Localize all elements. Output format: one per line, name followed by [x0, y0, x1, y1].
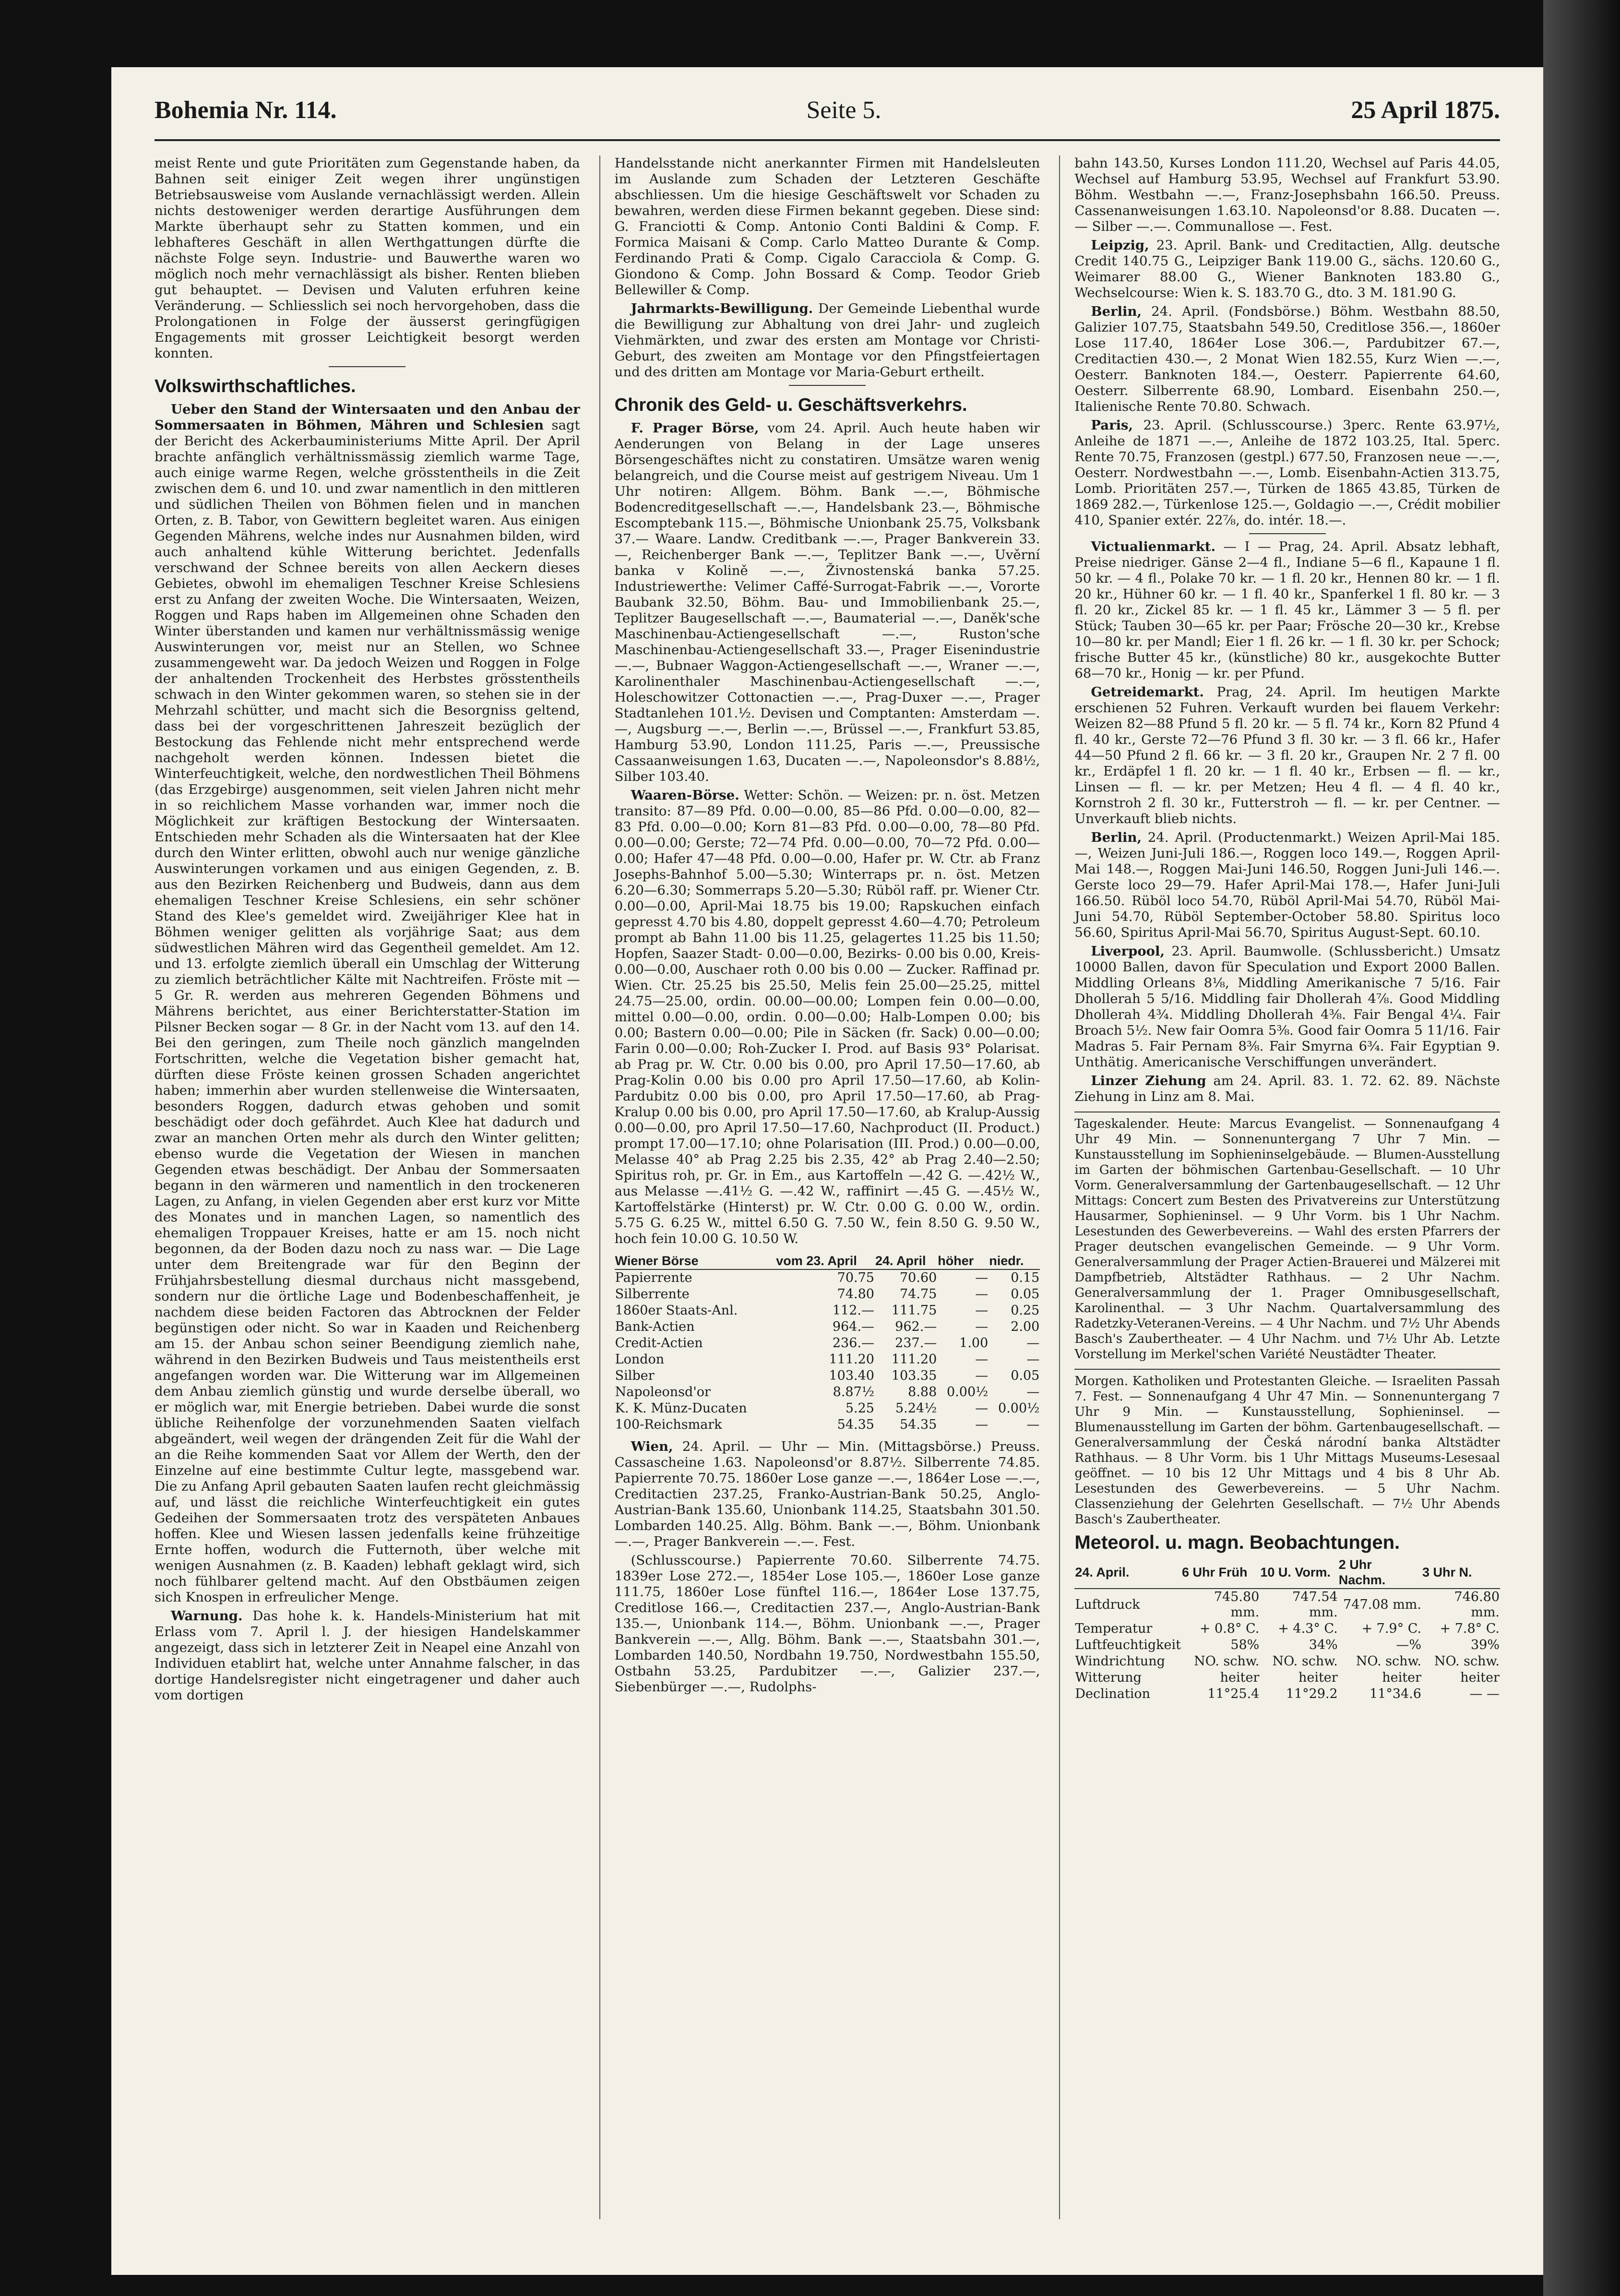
table-header: 3 Uhr N. — [1422, 1556, 1500, 1589]
table-header: niedr. — [989, 1253, 1040, 1269]
article-body-jahrmarkt: Der Gemeinde Liebenthal wurde die Bewilligung zur Abhaltung von drei Jahr- und zugleich Viehmärkten, und zwar des ersten am Montage vor Christi-Geburt, des zweiten am Montage vor den Pfingstfeiertagen und des dritten am Montage vor Maria-Geburt ertheilt. — [614, 301, 1040, 380]
page-header — [155, 96, 1500, 141]
table-cell: — — [975, 1287, 989, 1302]
table-cell: 111.75 — [891, 1303, 937, 1318]
table-cell: 103.40 — [829, 1368, 874, 1383]
article-body-prager-boerse: vom 24. April. Auch heute haben wir Aenderungen von Belang in der Lage unseres Börsengeschäftes nicht zu constatiren. Umsätze waren wenig belangreich, und die Course meist auf gestrigem Niveau. Um 1 Uhr notiren: Allgem. Böhm. Bank —.—, Böhmische Bodencreditgesellschaft —.—, Handelsbank 23.—, Böhmische Escomptebank 115.—, Böhmische Unionbank 25.75, Volksbank 37.— Waare. Landw. Creditbank —.—, Prager Bankverein 33.—, Reichenberger Bank —.—, Teplitzer Bank —.—, Uvěrní banka v Kolině —.—, Živnostenská banka 57.25. Industriewerthe: Velimer Caffé-Surrogat-Fabrik —.—, Vororte Baubank 32.50, Böhm. Bau- und Immobilienbank 25.—, Teplitzer Baugesellschaft —.—, Baumaterial —.—, Daněk'sche Maschinenbau-Actiengesellschaft —.—, Ruston'sche Maschinenbau-Actiengesellschaft 33.—, Prager Eisenindustrie —.—, Bubnaer Waggon-Actiengesellschaft —.—, Wraner —.—, Karolinenthaler Maschinenbau-Actiengesellschaft —.—, Holeschowitzer Cottonactien —.—, Prag-Duxer —.—, Prager Stadtanlehen 101.½. Devisen und Comptanten: Amsterdam —.—, Augsburg —.—, Berlin —.—, Brüssel —.—, Frankfurt 53.85, Hamburg 53.90, London 111.25, Paris —.—, Preussische Cassaanweisungen 1.63, Ducaten —.—, Napoleonsdor's 8.88½, Silber 103.40. — [614, 420, 1040, 784]
newspaper-page — [111, 67, 1543, 2275]
table-cell: 0.05 — [1011, 1287, 1040, 1302]
article-body-wien: 24. April. — Uhr — Min. (Mittagsbörse.) Preuss. Cassascheine 1.63. Napoleonsd'or 8.87½. Silberrente 74.85. Papierrente 70.75. 1860er Lose ganze —.—, 1864er Lose —.—, Creditactien 237.25, Franko-Austrian-Bank 50.25, Anglo-Austrian-Bank 135.60, Unionbank 114.25, Staatsbahn 301.50. Lombarden 140.25. Allg. Böhm. Bank —.—, Böhm. Unionbank —.—, Prager Bankverein —.—. Fest. — [614, 1439, 1040, 1549]
page-number: Seite 5. — [806, 96, 881, 124]
table-cell: — — [975, 1417, 989, 1432]
table-row — [615, 1303, 1040, 1319]
table-cell: 5.25 — [845, 1401, 874, 1416]
article-lead-linzer-ziehung: Linzer Ziehung — [1091, 1073, 1206, 1088]
measurement-name: Witterung — [1075, 1670, 1142, 1685]
table-header: Wiener Börse — [615, 1253, 776, 1269]
table-header: 24. April — [875, 1253, 937, 1269]
columns — [155, 155, 1500, 2219]
article-lead-berlin: Berlin, — [1091, 304, 1142, 319]
table-cell: — — [975, 1270, 989, 1285]
column-3 — [1059, 155, 1500, 2219]
table-cell: heiter — [1382, 1670, 1421, 1685]
table-row — [1074, 1621, 1500, 1637]
meteo-table — [1074, 1556, 1500, 1702]
meteo-title: Meteorol. u. magn. Beobachtungen. — [1074, 1532, 1400, 1553]
table-cell: 103.35 — [891, 1368, 937, 1383]
table-cell: + 7.8° C. — [1440, 1621, 1500, 1636]
security-name: K. K. Münz-Ducaten — [615, 1401, 747, 1416]
measurement-name: Declination — [1075, 1686, 1150, 1701]
article-body-linzer-ziehung: am 24. April. 83. 1. 72. 62. 89. Nächste Ziehung in Linz am 8. Mai. — [1074, 1073, 1501, 1104]
table-cell: 39% — [1471, 1638, 1500, 1652]
article-body-waaren-boerse: Wetter: Schön. — Weizen: pr. n. öst. Metzen transito: 87—89 Pfd. 0.00—0.00, 85—86 Pfd. 0.00—0.00, 82—83 Pfd. 0.00—0.00; Korn 81—83 Pfd. 0.00—0.00, 78—80 Pfd. 0.00—0.00; Gerste; 72—74 Pfd. 0.00—0.00, 70—72 Pfd. 0.00—0.00; Hafer 47—48 Pfd. 0.00—0.00, Hafer pr. W. Ctr. ab Franz Josephs-Bahnhof 5.00—5.30; Winterraps pr. n. öst. Metzen 6.20—6.30; Sommerraps 5.20—5.30; Rüböl raff. pr. Wiener Ctr. 0.00—0.00, April-Mai 18.75 bis 19.00; Rapskuchen einfach gepresst 4.70 bis 4.80, doppelt gepresst 4.60—4.70; Petroleum prompt ab Bahn 11.00 bis 11.25, gelagertes 11.25 bis 11.50; Hopfen, Saazer Stadt- 0.00—0.00, Bezirks- 0.00 bis 0.00, Kreis- 0.00—0.00, Auschaer roth 0.00 bis 0.00 — Zucker. Raffinad pr. Wien. Ctr. 25.25 bis 25.50, Melis fein 25.00—25.25, mittel 24.75—25.00, ordin. 00.00—00.00; Lompen fein 0.00—0.00, mittel 0.00—0.00, ordin. 0.00—0.00; Halb-Lompen 0.00; bis 0.00; Bastern 0.00—0.00; Pile in Säcken (fr. Sack) 0.00—0.00; Farin 0.00—0.00; Roh-Zucker I. Prod. auf Basis 93° Polarisat. ab Prag pr. W. Ctr. 0.00 bis 0.00, pro April 17.50—17.60, ab Prag-Kolin 0.00 bis 0.00 pro April 17.50—17.60, ab Kolin-Pardubitz 0.00 bis 0.00, pro April 17.50—17.60, ab Prag-Kralup 0.00 bis 0.00, pro April 17.50—17.60, ab Kralup-Aussig 0.00—0.00, pro April 17.50—17.60, Nachproduct (II. Product.) prompt 17.00—17.10; ohne Polarisation (III. Prod.) 0.00—0.00, Melasse 40° ab Prag 2.25 bis 2.35, 42° ab Prag 2.40—2.50; Spiritus roh, pr. Gr. in Em., aus Kartoffeln —.42 G. —.42½ W., aus Melasse —.41½ G. —.42 W., raffinirt —.45 G. —.45½ W., Kartoffelstärke (Hinterst) pr. W. Ctr. 0.00 G. 0.00 W., ordin. 5.75 G. 6.25 W., mittel 6.50 G. 7.50 W., fein 8.50 G. 9.50 W., hoch fein 10.00 G. 10.50 W. — [614, 788, 1040, 1246]
table-cell: 0.00½ — [998, 1401, 1040, 1416]
table-cell: 34% — [1309, 1638, 1338, 1652]
table-cell: 70.60 — [900, 1270, 937, 1285]
table-cell: + 7.9° C. — [1361, 1621, 1421, 1636]
table-row — [615, 1335, 1040, 1351]
table-cell: — — [975, 1401, 989, 1416]
table-cell: NO. schw. — [1272, 1654, 1338, 1669]
table-cell: 0.00½ — [947, 1385, 989, 1399]
table-row — [615, 1384, 1040, 1400]
table-cell: 54.35 — [900, 1417, 937, 1432]
article-lead-berlin-producten: Berlin, — [1091, 830, 1142, 845]
table-cell: NO. schw. — [1434, 1654, 1500, 1669]
security-name: 1860er Staats-Anl. — [615, 1303, 738, 1318]
article-body-saaten: sagt der Bericht des Ackerbauministeriums Mitte April. Der April brachte anfänglich verhältnissmässig ziemlich warme Tage, auch einige warme Regen, welche grösstentheils in die Zeit zwischen dem 6. und 10. und zwar namentlich in den mittleren und südlichen Theilen von Böhmen fielen und in manchen Orten, z. B. Tabor, von Gewittern begleitet waren. Aus einigen Gegenden Mährens, welche indes nur Ausnahmen bilden, wird auch anhaltend kühle Witterung berichtet. Jedenfalls verschwand der Schnee bereits von allen Aeckern dieses Gebietes, obwohl im ehemaligen Teschner Kreise Schlesiens erst zu Anfang der zweiten Woche. Die Wintersaaten, Weizen, Roggen und Raps haben im Allgemeinen ohne Schaden den Winter überstanden und kamen nur verhältnissmässig wenige Auswinterungen vor, meist nur an Stellen, wo Schnee zusammengeweht war. Da jedoch Weizen und Roggen in Folge der anhaltenden Trockenheit des Herbstes grösstentheils schwach in den Winter gekommen waren, so stehen sie in der Mehrzahl schütter, und macht sich die Besorgniss geltend, dass bei der vorgeschrittenen Jahreszeit bezüglich der Bestockung das Fehlende nicht mehr entsprechend werde nachgeholt werden können. Indessen bietet die Winterfeuchtigkeit, welche, den nordwestlichen Theil Böhmens (das Erzgebirge) ausgenommen, seit vielen Jahren nicht mehr in so reichlichem Masse vorhanden war, immer noch die Möglichkeit zur kräftigen Bestockung der Wintersaaten. Entschieden mehr Schaden als die Wintersaaten hat der Klee durch den Winter erlitten, obwohl auch nur wenige gänzliche Auswinterungen vorkamen und aus einigen Gegenden, z. B. aus den Bezirken Reichenberg und Budweis, dann aus dem ehemaligen Teschner Kreise Schlesiens, ein sehr schöner Stand des Klee's gemeldet wird. Zweijähriger Klee hat in Böhmen weniger gelitten als vorjährige Saat; aus dem südwestlichen Mähren wird das Gegentheil gemeldet. Am 12. und 13. erfolgte ziemlich überall ein Umschlag der Witterung zu ziemlich beträchtlicher Kälte mit Nachtreifen. Fröste mit — 5 Gr. R. werden aus mehreren Gegenden Böhmens und Mährens berichtet, aus einer Berichterstatter-Station im Pilsner Becken sogar — 8 Gr. in der Nacht vom 13. auf den 14. Bei den geringen, zum Theile noch gänzlich mangelnden Fortschritten, welche die Vegetation bisher gemacht hat, dürften diese Fröste keinen grossen Schaden angerichtet haben; immerhin aber wurden stellenweise die Wintersaaten, besonders Roggen, dadurch etwas gehoben und somit beschädigt oder doch gefährdet. Auch Klee hat dadurch und zwar an manchen Orten mehr als durch den Winter gelitten; ebenso wurde die Vegetation der Wiesen in manchen Gegenden etwas beschädigt. Der Anbau der Sommersaaten begann in den wärmeren und namentlich in den trockeneren Lagen, zu Anfang, in vielen Gegenden aber erst kurz vor Mitte des Monates und in manchen Lagen, so namentlich des ehemaligen Troppauer Kreises, hatte er am 15. noch nicht begonnen, da der Boden dazu noch zu nass war. — Die Lage unter dem Breitengrade war für den Beginn der Frühjahrsbestellung diesmal durchaus nicht massgebend, sondern nur die örtliche Lage und Bodenbeschaffenheit, je nachdem diese beiden Factoren das Abtrocknen der Felder begünstigen oder nicht. So war in Kaaden und Reichenberg am 15. der Anbau schon seiner Beendigung ziemlich nahe, während in den Bezirken Budweis und Taus meistentheils erst angefangen worden war. Die Witterung war im Allgemeinen dem Anbau ziemlich günstig und wurde derselbe überall, wo er möglich war, mit Energie betrieben. Dabei wurde die sonst übliche Reihenfolge der vorzunehmenden Saaten vielfach abgeändert, weil wegen der drängenden Zeit für die Wahl der an die Reihe kommenden Saat vor Allem der Werth, den der Einzelne auf eine bestimmte Cultur legte, massgebend war. Die zu Anfang April gebauten Saaten laufen recht gleichmässig auf, und lässt die reichliche Winterfeuchtigkeit ein gutes Gedeihen der Sommersaaten trotz des verspäteten Anbaues hoffen. Klee und Wiesen lassen jedenfalls keine frühzeitige Ernte hoffen, wodurch die Futternoth, über welche mit wenigen Ausnahmen (z. B. Kaaden) lebhaft geklagt wird, sich noch fühlbarer geltend macht. Auf den Obstbäumen zeigen sich Knospen in erfreulicher Menge. — [155, 418, 580, 1605]
article-lead-getreidemarkt: Getreidemarkt. — [1091, 684, 1204, 700]
table-cell: 747.08 mm. — [1343, 1597, 1421, 1612]
article-lead-prager-boerse: F. Prager Börse, — [631, 420, 759, 436]
article-lead-waaren-boerse: Waaren-Börse. — [631, 788, 739, 803]
table-cell: —% — [1396, 1638, 1421, 1652]
table-header-row — [615, 1253, 1040, 1269]
article-lead-leipzig: Leipzig, — [1091, 238, 1149, 253]
table-cell: 74.75 — [900, 1287, 937, 1302]
table-cell: — — [975, 1319, 989, 1334]
wiener-boerse-table — [615, 1253, 1040, 1433]
table-cell: 745.80 mm. — [1214, 1590, 1260, 1620]
security-name: London — [615, 1352, 665, 1367]
measurement-name: Temperatur — [1075, 1621, 1153, 1636]
article-body-paris: 23. April. (Schlusscourse.) 3perc. Rente 63.97½, Anleihe de 1871 —.—, Anleihe de 1872 103.25, Ital. 5perc. Rente 70.75, Franzosen (gestpl.) 677.50, Franzosen neue —.—, Oesterr. Nordwestbahn —.—, Lomb. Eisenbahn-Actien 313.75, Lomb. Prioritäten 257.—, Türken de 1865 43.85, Türken de 1869 282.—, Türkenlose 125.—, Goldagio —.—, Crédit mobilier 410, Spanier extér. 22⅞, do. intér. 18.—. — [1074, 418, 1501, 528]
article-body-berlin: 24. April. (Fondsbörse.) Böhm. Westbahn 88.50, Galizier 107.75, Staatsbahn 549.50, Creditlose 356.—, 1860er Lose 117.40, 1864er Lose 306.—, Pardubitzer 67.—, Creditactien 430.—, 2 Monat Wien 182.55, Kurz Wien —.—, Oesterr. Banknoten 184.—, Oesterr. Papierrente 64.60, Oesterr. Silberrente 68.90, Lombard. Eisenbahn 250.—, Italienische Rente 70.80. Schwach. — [1074, 304, 1501, 414]
table-cell: 746.80 mm. — [1454, 1590, 1500, 1620]
table-cell: heiter — [1298, 1670, 1338, 1685]
table-row — [615, 1417, 1040, 1433]
table-header: 6 Uhr Früh — [1181, 1556, 1260, 1589]
article-lead-jahrmarkt: Jahrmarkts-Bewilligung. — [631, 301, 813, 316]
table-cell: 8.87½ — [833, 1385, 874, 1399]
table-cell: 1.00 — [959, 1336, 989, 1351]
divider — [329, 366, 405, 367]
table-row — [1074, 1637, 1500, 1653]
table-header: 2 Uhr Nachm. — [1338, 1556, 1422, 1589]
security-name: Silber — [615, 1368, 655, 1383]
article-body-getreidemarkt: Prag, 24. April. Im heutigen Markte erschienen 52 Fuhren. Verkauft wurden bei flauem Verkehr: Weizen 82—88 Pfund 5 fl. 20 kr. — 5 fl. 74 kr., Korn 82 Pfund 4 fl. 40 kr., Gerste 72—76 Pfund 3 fl. 30 kr. — 3 fl. 66 kr., Hafer 44—50 Pfund 2 fl. 66 kr. — 3 fl. 20 kr., Graupen Nr. 2 7 fl. 00 kr., Erdäpfel 1 fl. 20 kr. — 1 fl. 40 kr., Erbsen — fl. — kr., Linsen — fl. — kr. per Metzen; Heu 4 fl. — 4 fl. 40 kr., Kornstroh 2 fl. 30 kr., Futterstroh — fl. — kr. per Centner. — Unverkauft blieb nichts. — [1074, 684, 1501, 826]
security-name: Napoleonsd'or — [615, 1385, 711, 1399]
table-cell: 11°34.6 — [1370, 1686, 1421, 1701]
table-cell: 236.— — [832, 1336, 874, 1351]
table-row — [1074, 1686, 1500, 1702]
security-name: Papierrente — [615, 1270, 692, 1285]
article-body-liverpool: 23. April. Baumwolle. (Schlussbericht.) Umsatz 10000 Ballen, davon für Speculation und Export 2000 Ballen. Middling Orleans 8⅛, Middling Amerikanische 7 5/16. Fair Dhollerah 5 5/16. Middling fair Dhollerah 4⅞. Good Middling Dhollerah 4¾. Middling Dhollerah 4⅜. Fair Bengal 4¼. Fair Broach 5½. New fair Oomra 5⅜. Good fair Oomra 5 11/16. Fair Madras 5. Fair Pernam 8⅜. Fair Smyrna 6¾. Fair Egyptian 9. Unthätig. Americanische Verschiffungen unverändert. — [1074, 944, 1501, 1070]
morgen-kalender: Morgen. Katholiken und Protestanten Gleiche. — Israeliten Passah 7. Fest. — Sonnenaufgang 4 Uhr 47 Min. — Sonnenuntergang 7 Uhr 9 Min. — Kunstausstellung, Sophieninsel. — Blumenausstellung im Garten der böhm. Gartenbaugesellschaft. — Generalversammlung der Česká národní banka Altstädter Rathhaus. — 8 Uhr Vorm. bis 1 Uhr Mittags Museums-Lesesaal geöffnet. — 10 bis 12 Uhr Mittags und 4 bis 8 Uhr Ab. Lesestunden des Gewerbevereins. — 5 Uhr Nachm. Classenziehung der Gelehrten Gesellschaft. — 7½ Uhr Abends Basch's Zaubertheater. — [1074, 1369, 1500, 1527]
table-row — [615, 1368, 1040, 1384]
table-cell: — — [1026, 1336, 1040, 1351]
column-1 — [155, 155, 580, 2219]
table-cell: 11°25.4 — [1207, 1686, 1260, 1701]
article-lead-liverpool: Liverpool, — [1091, 944, 1165, 959]
table-header: vom 23. April — [775, 1253, 875, 1269]
table-cell: heiter — [1220, 1670, 1260, 1685]
table-row — [615, 1269, 1040, 1286]
table-cell: — — [1026, 1417, 1040, 1432]
table-cell: 747.54 mm. — [1292, 1590, 1338, 1620]
measurement-name: Windrichtung — [1075, 1654, 1165, 1669]
table-cell: 58% — [1230, 1638, 1260, 1652]
table-row — [615, 1400, 1040, 1417]
book-binding-edge — [1543, 0, 1620, 2296]
table-cell: NO. schw. — [1194, 1654, 1260, 1669]
masthead-issue: Bohemia Nr. 114. — [155, 96, 337, 124]
table-cell: 74.80 — [837, 1287, 874, 1302]
divider — [1249, 533, 1326, 534]
section-title-chronik: Chronik des Geld- u. Geschäftsverkehrs. — [614, 395, 967, 415]
table-header: 10 U. Vorm. — [1260, 1556, 1338, 1589]
security-name: 100-Reichsmark — [615, 1417, 722, 1432]
table-cell: + 0.8° C. — [1199, 1621, 1260, 1636]
table-header: 24. April. — [1074, 1556, 1181, 1589]
table-cell: 964.— — [832, 1319, 874, 1334]
table-cell: — — [1026, 1352, 1040, 1367]
security-name: Bank-Actien — [615, 1319, 695, 1334]
table-row — [615, 1351, 1040, 1368]
table-cell: — — [975, 1303, 989, 1318]
article-body-warnung: Das hohe k. k. Handels-Ministerium hat mit Erlass vom 7. April l. J. der hiesigen Handelskammer angezeigt, dass sich in letzterer Zeit in Neapel eine Anzahl von Individuen etablirt hat, welche unter Annahme falscher, in das dortige Handelsregister nicht eingetragener und daher auch vom dortigen — [155, 1608, 580, 1703]
table-cell: + 4.3° C. — [1278, 1621, 1338, 1636]
issue-date: 25 April 1875. — [1351, 96, 1500, 124]
article-lead-paris: Paris, — [1091, 418, 1133, 433]
table-cell: 0.05 — [1011, 1368, 1040, 1383]
intro-paragraph: meist Rente und gute Prioritäten zum Gegenstande haben, da Bahnen seit einiger Zeit wegen ihrer ungünstigen Betriebsausweise vom Auslande vernachlässigt werden. Allein nichts destoweniger werden derartige Ausführungen dem Markte überhaupt sehr zu Statten kommen, und ein lebhafteres Geschäft in allen Werthgattungen dürfte die nächste Folge seyn. Industrie- und Bauwerthe waren wo möglich noch mehr vernachlässigt als bisher. Renten blieben gut behauptet. — Devisen und Valuten erfuhren keine Veränderung. — Schliesslich sei noch hervorgehoben, dass die Prolongationen in Folge der äusserst geringfügigen Engagements mit grosser Leichtigkeit besorgt werden konnten. — [155, 155, 580, 361]
article-body-leipzig: 23. April. Bank- und Creditactien, Allg. deutsche Credit 140.75 G., Leipziger Bank 119.00 G., sächs. 120.60 G., Weimarer 88.00 G., Wiener Banknoten 183.80 G., Wechselcourse: Wien k. S. 183.70 G., dto. 3 M. 181.90 G. — [1074, 238, 1501, 300]
table-cell: — — [975, 1352, 989, 1367]
security-name: Silberrente — [615, 1287, 690, 1302]
table-cell: 2.00 — [1011, 1319, 1040, 1334]
article-body-berlin-producten: 24. April. (Productenmarkt.) Weizen April-Mai 185.—, Weizen Juni-Juli 186.—, Roggen loco 149.—, Roggen April-Mai 148.—, Roggen Mai-Juni 146.50, Roggen Juni-Juli 146.—. Gerste loco 29—79. Hafer April-Mai 178.—, Hafer Juni-Juli 166.50. Rüböl loco 54.70, Rüböl April-Mai 54.70, Rüböl Mai-Juni 54.70, Rüböl September-October 58.80. Spiritus loco 56.60, Spiritus April-Mai 56.70, Spiritus August-Sept. 60.10. — [1074, 830, 1501, 940]
table-cell: heiter — [1460, 1670, 1500, 1685]
table-cell: 237.— — [895, 1336, 937, 1351]
table-row — [615, 1286, 1040, 1303]
divider — [789, 385, 866, 386]
article-lead-warnung: Warnung. — [171, 1608, 243, 1624]
table-cell: — — [975, 1368, 989, 1383]
table-cell: — — — [1469, 1686, 1500, 1701]
table-cell: 70.75 — [837, 1270, 874, 1285]
warnung-continued: Handelsstande nicht anerkannter Firmen mit Handelsleuten im Auslande zum Schaden der Letzteren Geschäfte abschliessen. Um die hiesige Geschäftswelt vor Schaden zu bewahren, werden diese Firmen bekannt gegeben. Diese sind: G. Franciotti & Comp. Antonio Conti Baldini & Comp. F. Formica Maisani & Comp. Carlo Matteo Durante & Comp. Ferdinando Prati & Comp. Cigalo Caracciola & Comp. G. Giondono & Comp. John Bossard & Comp. Teodor Grieb Bellewiller & Comp. — [614, 155, 1040, 298]
table-row — [1074, 1589, 1500, 1621]
table-cell: 0.25 — [1011, 1303, 1040, 1318]
security-name: Credit-Actien — [615, 1336, 703, 1351]
table-cell: 111.20 — [891, 1352, 937, 1367]
table-header: höher — [937, 1253, 989, 1269]
article-body-victualienmarkt: — I — Prag, 24. April. Absatz lebhaft, Preise niedriger. Gänse 2—4 fl., Indiane 5—6 fl., Kapaune 1 fl. 50 kr. — 4 fl., Polake 70 kr. — 1 fl. 20 kr., Hennen 80 kr. — 1 fl. 20 kr., Hühner 60 kr. — 1 fl. 40 kr., Spanferkel 1 fl. 80 kr. — 3 fl. 20 kr., Zickel 85 kr. — 1 fl. 45 kr., Lämmer 3 — 5 fl. per Stück; Tauben 30—65 kr. per Paar; Frösche 20—30 kr., Krebse 10—80 kr. per Mandl; Eier 1 fl. 26 kr. — 1 fl. 30 kr. per Schock; frische Butter 45 kr., (künstliche) 80 kr., ausgekochte Butter 68—70 kr., Honig — kr. per Pfund. — [1074, 539, 1501, 681]
table-row — [615, 1319, 1040, 1335]
tageskalender: Tageskalender. Heute: Marcus Evangelist. — Sonnenaufgang 4 Uhr 49 Min. — Sonnenuntergang 7 Uhr 7 Min. — Kunstausstellung im Sophieninselgebäude. — Blumen-Ausstellung im Garten der böhmischen Gartenbau-Gesellschaft. — 10 Uhr Vorm. Generalversammlung der Gartenbaugesellschaft. — 12 Uhr Mittags: Concert zum Besten des Privatvereins zur Unterstützung Hausarmer, Sophieninsel. — 9 Uhr Vorm. bis 1 Uhr Nachm. Lesestunden des Gewerbevereins. — Wahl des ersten Pfarrers der Prager deutschen evangelischen Gemeinde. — 9 Uhr Vorm. Generalversammlung der Prager Actien-Brauerei und Mälzerei mit Dampfbetrieb, Altstädter Rathhaus. — 2 Uhr Nachm. Generalversammlung der 1. Prager Omnibusgesellschaft, Karolinenthal. — 3 Uhr Nachm. Quartalversammlung des Radetzky-Veteranen-Vereins. — 4 Uhr Nachm. und 7½ Uhr Abends Basch's Zaubertheater. — 4 Uhr Nachm. und 7½ Uhr Ab. Letzte Vorstellung im Merkel'schen Variété Neustädter Theater. — [1074, 1112, 1500, 1362]
table-cell: 0.15 — [1011, 1270, 1040, 1285]
article-lead-wien: Wien, — [631, 1439, 673, 1454]
column-2 — [599, 155, 1040, 2219]
table-cell: 8.88 — [908, 1385, 937, 1399]
table-cell: 111.20 — [829, 1352, 874, 1367]
measurement-name: Luftfeuchtigkeit — [1075, 1638, 1181, 1652]
article-body-wien-schluss: (Schlusscourse.) Papierrente 70.60. Silberrente 74.75. 1839er Lose 272.—, 1854er Lose 105.—, 1860er Lose ganze 111.75, 1860er Lose fünftel 116.—, 1864er Lose 137.75, Creditlose 166.—, Creditactien 237.—, Anglo-Austrian-Bank 135.—, Unionbank 114.—, Böhm. Unionbank —.—, Prager Bankverein —.—, Allg. Böhm. Bank —.—, Staatsbahn 301.—, Lombarden 140.50, Nordbahn 19.750, Nordwestbahn 155.50, Ostbahn 53.25, Pardubitzer —.—, Galizier 237.—, Siebenbürger —.—, Rudolphs- — [614, 1553, 1040, 1695]
article-lead-saaten: Ueber den Stand der Wintersaaten und den Anbau der Sommersaaten in Böhmen, Mähren und Schlesien — [155, 402, 580, 433]
table-cell: 5.24½ — [895, 1401, 937, 1416]
table-cell: NO. schw. — [1356, 1654, 1421, 1669]
table-row — [1074, 1653, 1500, 1670]
table-cell: 962.— — [895, 1319, 937, 1334]
table-cell: 54.35 — [837, 1417, 874, 1432]
measurement-name: Luftdruck — [1075, 1597, 1140, 1612]
table-row — [1074, 1670, 1500, 1686]
section-title-economics: Volkswirthschaftliches. — [155, 376, 356, 396]
table-cell: — — [1026, 1385, 1040, 1399]
table-cell: 11°29.2 — [1286, 1686, 1338, 1701]
table-cell: 112.— — [832, 1303, 874, 1318]
wien-continued: bahn 143.50, Kurses London 111.20, Wechsel auf Paris 44.05, Wechsel auf Hamburg 53.95, Wechsel auf Frankfurt 53.90. Böhm. Westbahn —.—, Franz-Josephsbahn 166.50. Preuss. Cassenanweisungen 1.63.10. Napoleonsd'or 8.88. Ducaten —.— Silber —.—. Communallose —. Fest. — [1074, 155, 1501, 234]
article-lead-victualienmarkt: Victualienmarkt. — [1091, 539, 1216, 554]
table-header-row — [1074, 1556, 1500, 1589]
